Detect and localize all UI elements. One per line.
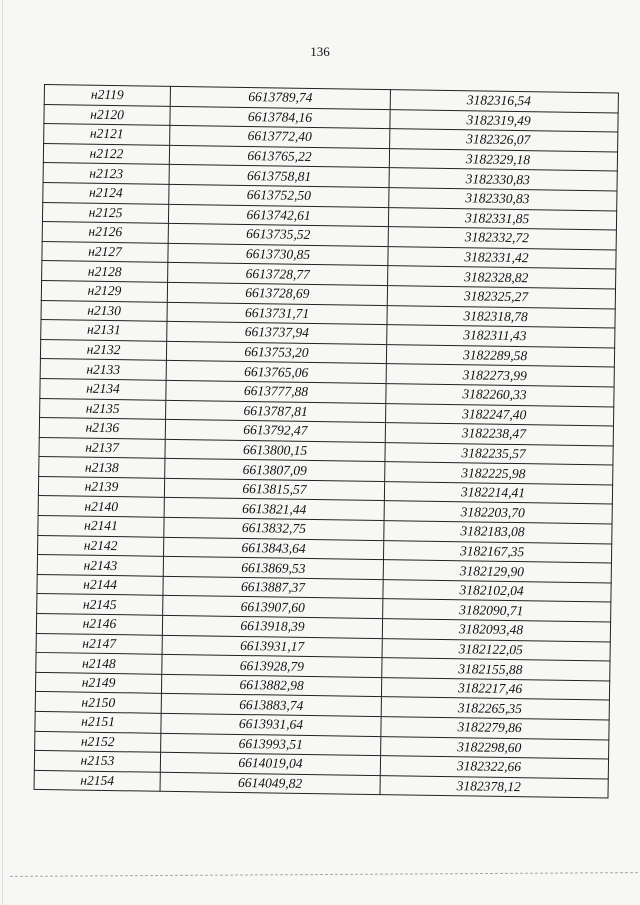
page-number: 136 xyxy=(310,44,330,59)
point-id-cell: н2127 xyxy=(42,241,168,262)
point-id-cell: н2140 xyxy=(38,496,164,517)
point-id-cell: н2138 xyxy=(39,457,165,478)
x-coordinate-cell: 6614049,82 xyxy=(160,772,380,795)
x-coordinate-cell: 6613869,53 xyxy=(163,557,383,580)
y-coordinate-cell: 3182298,60 xyxy=(381,736,609,759)
x-coordinate-cell: 6613918,39 xyxy=(162,615,382,638)
y-coordinate-cell: 3182273,99 xyxy=(386,364,614,387)
y-coordinate-cell: 3182289,58 xyxy=(386,344,614,367)
point-id-cell: н2133 xyxy=(40,359,166,380)
point-id-cell: н2122 xyxy=(43,143,169,164)
y-coordinate-cell: 3182328,82 xyxy=(388,266,616,289)
y-coordinate-cell: 3182167,35 xyxy=(383,540,611,563)
x-coordinate-cell: 6613993,51 xyxy=(161,733,381,756)
y-coordinate-cell: 3182235,57 xyxy=(385,442,613,465)
point-id-cell: н2151 xyxy=(35,711,161,732)
point-id-cell: н2146 xyxy=(36,613,162,634)
x-coordinate-cell: 6613907,60 xyxy=(163,596,383,619)
point-id-cell: н2148 xyxy=(36,653,162,674)
x-coordinate-cell: 6613752,50 xyxy=(169,184,389,207)
coordinates-table-body xyxy=(34,85,618,799)
footer-divider xyxy=(10,872,638,877)
y-coordinate-cell: 3182260,33 xyxy=(386,384,614,407)
point-id-cell: н2149 xyxy=(35,672,161,693)
x-coordinate-cell: 6613931,64 xyxy=(161,713,381,736)
y-coordinate-cell: 3182325,27 xyxy=(387,286,615,309)
point-id-cell: н2131 xyxy=(41,320,167,341)
x-coordinate-cell: 6613931,17 xyxy=(162,635,382,658)
x-coordinate-cell: 6613737,94 xyxy=(167,321,387,344)
x-coordinate-cell: 6613800,15 xyxy=(165,439,385,462)
y-coordinate-cell: 3182330,83 xyxy=(389,188,617,211)
x-coordinate-cell: 6613731,71 xyxy=(167,302,387,325)
point-id-cell: н2119 xyxy=(44,85,170,106)
x-coordinate-cell: 6613815,57 xyxy=(164,478,384,501)
y-coordinate-cell: 3182155,88 xyxy=(382,658,610,681)
point-id-cell: н2153 xyxy=(34,751,160,772)
x-coordinate-cell: 6613807,09 xyxy=(165,459,385,482)
y-coordinate-cell: 3182319,49 xyxy=(390,109,618,132)
x-coordinate-cell: 6613882,98 xyxy=(161,674,381,697)
y-coordinate-cell: 3182378,12 xyxy=(380,775,608,798)
y-coordinate-cell: 3182265,35 xyxy=(381,697,609,720)
x-coordinate-cell: 6613753,20 xyxy=(166,341,386,364)
y-coordinate-cell: 3182322,66 xyxy=(380,756,608,779)
x-coordinate-cell: 6613728,77 xyxy=(168,263,388,286)
point-id-cell: н2125 xyxy=(42,202,168,223)
y-coordinate-cell: 3182316,54 xyxy=(390,90,618,113)
page-edge xyxy=(2,0,3,905)
point-id-cell: н2154 xyxy=(34,770,160,791)
y-coordinate-cell: 3182311,43 xyxy=(387,325,615,348)
x-coordinate-cell: 6613928,79 xyxy=(162,655,382,678)
x-coordinate-cell: 6613843,64 xyxy=(164,537,384,560)
y-coordinate-cell: 3182214,41 xyxy=(384,481,612,504)
point-id-cell: н2128 xyxy=(42,261,168,282)
x-coordinate-cell: 6613730,85 xyxy=(168,243,388,266)
point-id-cell: н2145 xyxy=(37,594,163,615)
y-coordinate-cell: 3182122,05 xyxy=(382,638,610,661)
x-coordinate-cell: 6613735,52 xyxy=(168,224,388,247)
x-coordinate-cell: 6613765,22 xyxy=(169,145,389,168)
y-coordinate-cell: 3182331,85 xyxy=(388,207,616,230)
x-coordinate-cell: 6613758,81 xyxy=(169,165,389,188)
x-coordinate-cell: 6613728,69 xyxy=(167,282,387,305)
point-id-cell: н2144 xyxy=(37,574,163,595)
y-coordinate-cell: 3182090,71 xyxy=(383,599,611,622)
x-coordinate-cell: 6613787,81 xyxy=(166,400,386,423)
y-coordinate-cell: 3182332,72 xyxy=(388,227,616,250)
x-coordinate-cell: 6613821,44 xyxy=(164,498,384,521)
point-id-cell: н2129 xyxy=(41,280,167,301)
x-coordinate-cell: 6613784,16 xyxy=(170,106,390,129)
point-id-cell: н2150 xyxy=(35,692,161,713)
x-coordinate-cell: 6613887,37 xyxy=(163,576,383,599)
point-id-cell: н2143 xyxy=(37,555,163,576)
y-coordinate-cell: 3182238,47 xyxy=(385,423,613,446)
point-id-cell: н2141 xyxy=(38,516,164,537)
y-coordinate-cell: 3182225,98 xyxy=(385,462,613,485)
point-id-cell: н2135 xyxy=(40,398,166,419)
point-id-cell: н2130 xyxy=(41,300,167,321)
y-coordinate-cell: 3182203,70 xyxy=(384,501,612,524)
point-id-cell: н2120 xyxy=(44,104,170,125)
x-coordinate-cell: 6614019,04 xyxy=(160,752,380,775)
point-id-cell: н2152 xyxy=(35,731,161,752)
y-coordinate-cell: 3182093,48 xyxy=(382,619,610,642)
y-coordinate-cell: 3182331,42 xyxy=(388,246,616,269)
point-id-cell: н2142 xyxy=(38,535,164,556)
y-coordinate-cell: 3182279,86 xyxy=(381,717,609,740)
point-id-cell: н2132 xyxy=(40,339,166,360)
y-coordinate-cell: 3182318,78 xyxy=(387,305,615,328)
point-id-cell: н2147 xyxy=(36,633,162,654)
y-coordinate-cell: 3182217,46 xyxy=(381,677,609,700)
x-coordinate-cell: 6613792,47 xyxy=(165,419,385,442)
y-coordinate-cell: 3182330,83 xyxy=(389,168,617,191)
x-coordinate-cell: 6613832,75 xyxy=(164,517,384,540)
y-coordinate-cell: 3182247,40 xyxy=(386,403,614,426)
point-id-cell: н2121 xyxy=(44,124,170,145)
x-coordinate-cell: 6613777,88 xyxy=(166,380,386,403)
y-coordinate-cell: 3182329,18 xyxy=(389,148,617,171)
point-id-cell: н2126 xyxy=(42,222,168,243)
y-coordinate-cell: 3182129,90 xyxy=(383,560,611,583)
y-coordinate-cell: 3182102,04 xyxy=(383,579,611,602)
y-coordinate-cell: 3182183,08 xyxy=(384,521,612,544)
point-id-cell: н2134 xyxy=(40,378,166,399)
point-id-cell: н2136 xyxy=(39,418,165,439)
x-coordinate-cell: 6613883,74 xyxy=(161,694,381,717)
point-id-cell: н2123 xyxy=(43,163,169,184)
point-id-cell: н2137 xyxy=(39,437,165,458)
x-coordinate-cell: 6613765,06 xyxy=(166,361,386,384)
coordinates-table xyxy=(34,84,619,799)
point-id-cell: н2124 xyxy=(43,182,169,203)
x-coordinate-cell: 6613772,40 xyxy=(170,126,390,149)
y-coordinate-cell: 3182326,07 xyxy=(390,129,618,152)
point-id-cell: н2139 xyxy=(38,476,164,497)
x-coordinate-cell: 6613789,74 xyxy=(170,86,390,109)
x-coordinate-cell: 6613742,61 xyxy=(168,204,388,227)
